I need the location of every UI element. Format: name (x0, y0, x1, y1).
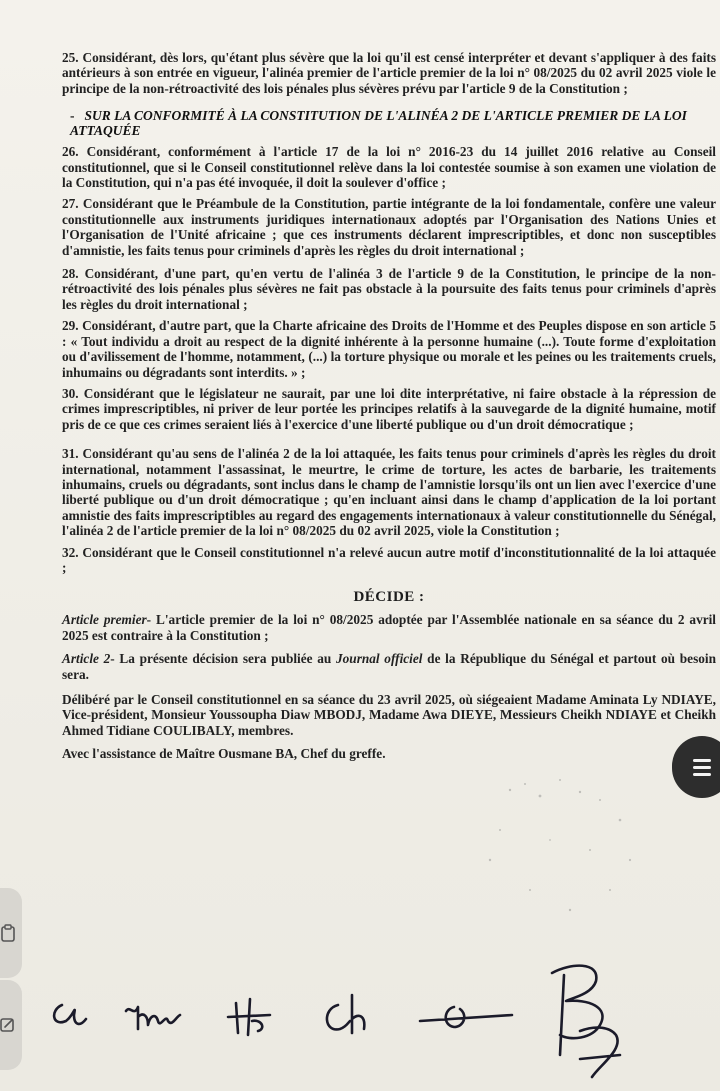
paragraph-26: 26. Considérant, conformément à l'article 17 de la loi n° 2016-23 du 14 juillet 2016 relative au Conseil constitutionnel, que si le Conseil constitutionnel relève dans la loi contestée soumise à son examen une violation de la Constitution, qui n'a pas été invoquée, il doit la soulever d'office ; (62, 144, 716, 191)
article-2-text-after: de la République du Sénégal et partout où besoin sera. (62, 651, 716, 682)
paragraph-27: 27. Considérant que le Préambule de la Constitution, partie intégrante de la loi fondamentale, confère une valeur constitutionnelle aux instruments juridiques internationaux adoptés par l'Organisation des Nations Unies et l'Organisation de l'Unité africaine ; que ces instruments déclarent imprescriptibles, et donc non susceptibles d'amnistie, les faits tenus pour criminels d'après les règles du droit international ; (62, 196, 716, 258)
assistance-line: Avec l'assistance de Maître Ousmane BA, Chef du greffe. (62, 746, 386, 762)
heading-text: SUR LA CONFORMITÉ À LA CONSTITUTION DE L'ALINÉA 2 DE L'ARTICLE PREMIER DE LA LOI ATTAQUÉE (70, 108, 687, 139)
side-tab-edit[interactable] (0, 980, 22, 1070)
paragraph-31: 31. Considérant qu'au sens de l'alinéa 2 de la loi attaquée, les faits tenus pour criminels d'après les règles du droit international, notamment l'assassinat, le meurtre, le crime de torture, les actes de barbarie, les traitements inhumains, cruels ou dégradants, sont inclus dans le champ de l'amnistie lorsqu'ils ont un lien avec l'exercice d'une liberté publique ou d'un droit démocratique ; qu'en incluant ainsi dans le champ d'application de la loi portant amnistie des faits imprescriptibles au regard des engagements internationaux à valeur constitutionnelle du Sénégal, l'alinéa 2 de l'article premier de la loi n° 08/2025 du 02 avril 2025, viole la Constitution ; (62, 446, 716, 539)
edit-icon (0, 1017, 16, 1033)
side-tab-clipboard[interactable] (0, 888, 22, 978)
paragraph-30: 30. Considérant que le législateur ne saurait, par une loi dite interprétative, ni faire obstacle à la répression de crimes imprescriptibles, ni priver de leur portée les principes relatifs à la sauvegarde de la dignité humaine, motif pris de ce que ces crimes seraient liés à l'exercice d'une liberté publique ou d'un droit démocratique ; (62, 385, 716, 432)
deliberation-paragraph: Délibéré par le Conseil constitutionnel en sa séance du 23 avril 2025, où siégeaient Madame Aminata Ly NDIAYE, Vice-président, Monsieur Youssoupha Diaw MBODJ, Madame Awa DIEYE, Messieurs Cheikh NDIAYE et Cheikh Ahmed Tidiane COULIBALY, membres. (62, 692, 716, 738)
section-heading (70, 108, 716, 138)
heading-dash: - (70, 108, 75, 124)
decision-title: DÉCIDE : (353, 589, 425, 606)
article-2 (62, 651, 716, 682)
signatures (40, 955, 720, 1085)
paragraph-25: 25. Considérant, dès lors, qu'étant plus sévère que la loi qu'il est censé interpréter et devant s'appliquer à des faits antérieurs à son entrée en vigueur, l'alinéa premier de l'article premier de la loi n° 08/2025 du 02 avril 2025 viole le principe de la non-rétroactivité des lois pénales plus sévères prévu par l'article 9 de la Constitution ; (62, 50, 716, 96)
hamburger-menu-icon (693, 757, 711, 778)
menu-button[interactable] (672, 736, 720, 798)
paragraph-29: 29. Considérant, d'autre part, que la Charte africaine des Droits de l'Homme et des Peuples dispose en son article 5 : « Tout individu a droit au respect de la dignité inhérente à la personne humaine (...). Toute forme d'exploitation ou d'avilissement de l'homme, notamment, (...) la torture physique ou morale et les peines ou les traitements cruels, inhumains ou dégradants sont interdits. » ; (62, 318, 716, 380)
article-premier-text: - L'article premier de la loi n° 08/2025 adoptée par l'Assemblée nationale en sa séance du 2 avril 2025 est contraire à la Constitution ; (62, 612, 717, 643)
signature-scribbles (40, 955, 720, 1085)
paragraph-28: 28. Considérant, d'une part, qu'en vertu de l'alinéa 3 de l'article 9 de la Constitution, le principe de la non-rétroactivité des lois pénales plus sévères ne fait pas obstacle à la poursuite des faits tenus pour criminels d'après les règles du droit international ; (62, 266, 716, 312)
article-premier-label: Article premier (62, 612, 147, 628)
journal-officiel: Journal officiel (336, 651, 423, 667)
stamp-smudge (470, 770, 670, 930)
clipboard-icon (0, 924, 16, 942)
paragraph-32: 32. Considérant que le Conseil constitutionnel n'a relevé aucun autre motif d'inconstitutionnalité de la loi attaquée ; (62, 544, 716, 575)
article-premier (62, 612, 716, 643)
article-2-text-before: - La présente décision sera publiée au (110, 651, 336, 667)
document-body (62, 50, 716, 765)
article-2-label: Article 2 (62, 651, 111, 667)
